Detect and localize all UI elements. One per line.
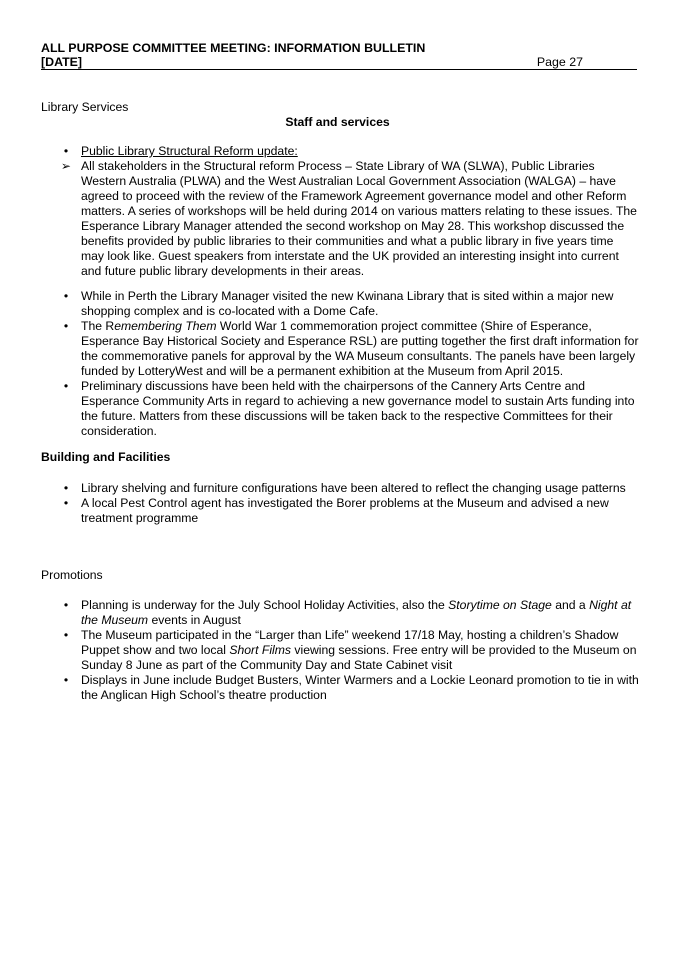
list-item-text-italic: Short Films bbox=[229, 643, 291, 657]
list-item-text-italic: Storytime on Stage bbox=[448, 598, 552, 612]
list-item-text-pre: Planning is underway for the July School Holiday Activities, also the bbox=[81, 598, 449, 612]
building-list bbox=[59, 481, 639, 526]
bullet-icon: • bbox=[63, 289, 69, 303]
list-item bbox=[59, 289, 639, 319]
library-updates-list bbox=[59, 289, 639, 439]
list-item-text: Library shelving and furniture configurations have been altered to reflect the changing usage patterns bbox=[81, 481, 626, 495]
header-row bbox=[41, 55, 637, 69]
list-item bbox=[59, 379, 639, 439]
list-item bbox=[59, 496, 639, 526]
bullet-icon: • bbox=[63, 496, 69, 510]
page-number: Page 27 bbox=[536, 55, 583, 69]
list-item-text-italic: Night at the Museum bbox=[81, 598, 632, 627]
list-item-text: Displays in June include Budget Busters, Winter Warmers and a Lockie Leonard promotion to tie in with the Anglican High School’s theatre production bbox=[81, 673, 639, 702]
list-item-text: All stakeholders in the Structural reform Process – State Library of WA (SLWA), Public Libraries Western Australia (PLWA) and the West Australian Local Government Association (WALGA) – have agreed to proceed with the review of the Framework Agreement governance model and other Reform matters. A series of workshops will be held during 2014 on various matters relating to these issues. The Esperance Library Manager attended the second workshop on May 28. This workshop discussed the benefits provided by public libraries to their communities and what a public library in five years time may look like. Guest speakers from interstate and the UK provided an interesting insight into current and future public library developments in their areas. bbox=[81, 159, 637, 278]
reform-update-heading: Public Library Structural Reform update: bbox=[81, 144, 298, 158]
arrow-bullet-icon: ➢ bbox=[60, 159, 72, 173]
list-item-text: A local Pest Control agent has investigated the Borer problems at the Museum and advised a new treatment programme bbox=[81, 496, 609, 525]
bullet-icon: • bbox=[63, 481, 69, 495]
list-item bbox=[59, 481, 639, 496]
list-item bbox=[59, 673, 639, 703]
list-item bbox=[59, 598, 639, 628]
page-header bbox=[41, 41, 637, 70]
header-title: ALL PURPOSE COMMITTEE MEETING: INFORMATION BULLETIN bbox=[41, 41, 426, 55]
bullet-icon: • bbox=[63, 319, 69, 333]
bullet-icon: • bbox=[63, 144, 69, 158]
list-item bbox=[59, 628, 639, 673]
list-item-text-italic: emembering Them bbox=[114, 319, 217, 333]
list-item-text-post: events in August bbox=[148, 613, 241, 627]
section-promotions: Promotions bbox=[41, 568, 103, 582]
list-item bbox=[59, 144, 639, 159]
subheading-staff-services: Staff and services bbox=[285, 115, 390, 129]
list-item-text: Preliminary discussions have been held with the chairpersons of the Cannery Arts Centre and Esperance Community Arts in regard to achieving a new governance model to sustain Arts funding into the future. Matters from these discussions will be taken back to the respective Committees for their consideration. bbox=[81, 379, 635, 438]
bullet-icon: • bbox=[63, 598, 69, 612]
list-item-text-pre: The R bbox=[81, 319, 115, 333]
bullet-icon: • bbox=[63, 628, 69, 642]
bullet-icon: • bbox=[63, 379, 69, 393]
bullet-icon: • bbox=[63, 673, 69, 687]
list-item bbox=[59, 159, 639, 279]
section-building-facilities: Building and Facilities bbox=[41, 450, 171, 464]
section-library-services: Library Services bbox=[41, 100, 129, 114]
list-item-text: While in Perth the Library Manager visited the new Kwinana Library that is sited within a major new shopping complex and is co-located with a Dome Cafe. bbox=[81, 289, 614, 318]
library-reform-list bbox=[59, 144, 639, 279]
list-item-text-post: World War 1 commemoration project committee (Shire of Esperance, Esperance Bay Historical Society and Esperance RSL) are putting together the first draft information for the commemorative panels for approval by the WA Museum consultants. The panels have been largely funded by LotteryWest and will be a permanent exhibition at the Museum from April 2015. bbox=[81, 319, 639, 378]
list-item-text-pre: The Museum participated in the “Larger than Life” weekend 17/18 May, hosting a children’s Shadow Puppet show and two local bbox=[81, 628, 619, 657]
list-item-text-mid: and a bbox=[551, 598, 590, 612]
header-date: [DATE] bbox=[41, 55, 83, 69]
promotions-list bbox=[59, 598, 639, 703]
list-item bbox=[59, 319, 639, 379]
list-item-text-post: viewing sessions. Free entry will be provided to the Museum on Sunday 8 June as part of the Community Day and State Cabinet visit bbox=[81, 643, 637, 672]
